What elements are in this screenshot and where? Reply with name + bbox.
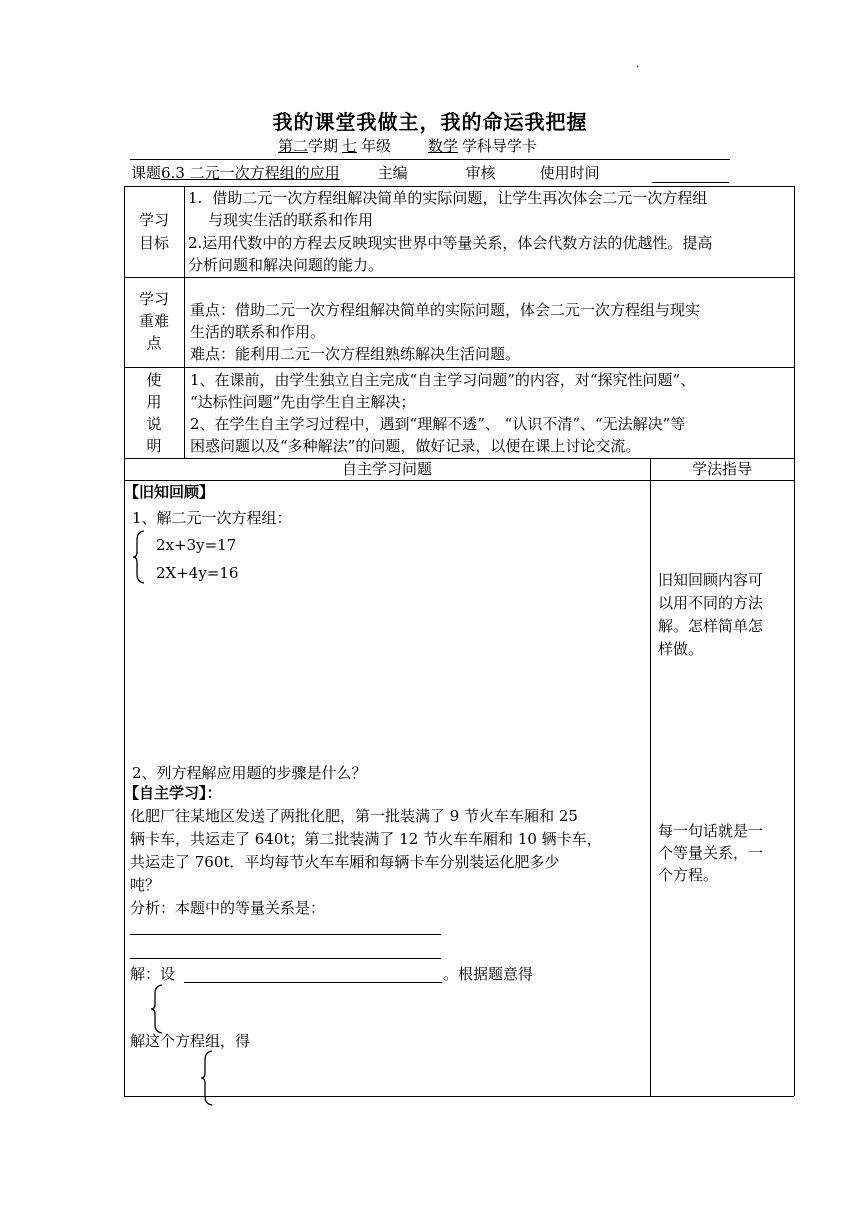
time-blank <box>652 182 729 183</box>
self-study-guide-line3: 个方程。 <box>658 866 719 884</box>
subject-label: 学科导学卡 <box>461 137 537 155</box>
problem-line4: 吨？ <box>130 876 161 894</box>
solution-suffix: 。根据题意得 <box>443 965 534 983</box>
objectives-label-line1: 学习 <box>138 211 169 229</box>
row-divider-4 <box>124 480 794 481</box>
topic-value: 6.3 二元一次方程组的应用 <box>161 164 340 182</box>
review-heading: 【旧知回顾】 <box>124 483 215 501</box>
review-question-2: 2、列方程解应用题的步骤是什么？ <box>132 764 367 782</box>
focus-line1: 重点：借助二元一次方程组解决简单的实际问题，体会二元一次方程组与现实 <box>190 301 701 319</box>
guide-column-divider <box>650 458 651 1096</box>
focus-line2: 生活的联系和作用。 <box>190 323 326 341</box>
editor-label: 主编 <box>377 164 408 182</box>
objectives-label <box>124 210 184 253</box>
solution-prefix: 解：设 <box>130 965 176 983</box>
topic-label: 课题 <box>131 164 162 182</box>
subject-value: 数学 <box>427 137 458 155</box>
usage-line1: 1、在课前，由学生独立自主完成“自主学习问题”的内容，对“探究性问题”、 <box>190 371 696 389</box>
solution-blank <box>184 982 442 983</box>
self-study-heading: 【自主学习】： <box>124 784 222 802</box>
problem-line3: 共运走了 760t．平均每节火车车厢和每辆卡车分别装运化肥多少 <box>130 853 560 871</box>
key-points-label-line2: 重难 <box>138 312 169 330</box>
objective-2-line1: 2.运用代数中的方程去反映现实世界中等量关系，体会代数方法的优越性。提高 <box>188 234 713 252</box>
review-guide-line4: 样做。 <box>658 640 704 658</box>
solve-line: 解这个方程组，得 <box>130 1032 251 1050</box>
page-title: 我的课堂我做主，我的命运我把握 <box>272 110 588 134</box>
usage-label-line4: 明 <box>146 437 162 455</box>
grade-label: 年级 <box>361 137 392 155</box>
header-rule <box>130 159 730 160</box>
review-guide-line1: 旧知回顾内容可 <box>658 571 764 589</box>
analysis-blank-1 <box>130 934 441 935</box>
review-question-1: 1、解二元一次方程组： <box>132 509 292 527</box>
usage-label-line1: 使 <box>146 371 162 389</box>
analysis-line: 分析：本题中的等量关系是： <box>130 899 326 917</box>
objectives-label-line2: 目标 <box>138 234 169 252</box>
semester-label: 学期 <box>308 137 339 155</box>
analysis-blank-2 <box>130 958 441 959</box>
column-header-questions: 自主学习问题 <box>341 460 432 478</box>
corner-dot: · <box>636 60 640 73</box>
usage-line4: 困惑问题以及“多种解法”的问题，做好记录，以便在课上讨论交流。 <box>190 437 641 455</box>
problem-line1: 化肥厂往某地区发送了两批化肥，第一批装满了 9 节火车车厢和 25 <box>130 807 578 825</box>
self-study-guide-line2: 个等量关系，一 <box>658 844 764 862</box>
usage-label-line2: 用 <box>146 393 162 411</box>
semester-value: 第二 <box>278 137 309 155</box>
table-right-border <box>794 186 795 1096</box>
topic-line <box>131 163 600 184</box>
objective-1 <box>188 188 707 209</box>
review-label: 审核 <box>465 164 496 182</box>
equation-brace-1 <box>132 530 146 584</box>
equation-brace-3 <box>200 1050 214 1106</box>
key-points-label-line1: 学习 <box>138 290 169 308</box>
objective-1-number: 1. <box>188 189 203 207</box>
column-header-guide: 学法指导 <box>691 460 752 478</box>
key-points-label <box>124 288 184 354</box>
review-guide-line3: 解。怎样简单怎 <box>658 617 764 635</box>
table-top-border <box>124 186 794 187</box>
subtitle-line <box>256 136 537 157</box>
usage-label <box>124 369 184 457</box>
table-bottom-border <box>124 1096 794 1097</box>
usage-label-line3: 说 <box>146 415 162 433</box>
key-points-label-line3: 点 <box>146 334 162 352</box>
equation-1: 2x+3y=17 <box>156 536 237 554</box>
objective-2-line2: 分析问题和解决问题的能力。 <box>188 256 384 274</box>
objective-1-line1: 借助二元一次方程组解决简单的实际问题，让学生再次体会二元一次方程组 <box>212 189 708 207</box>
problem-line2: 辆卡车，共运走了 640t；第二批装满了 12 节火车车厢和 10 辆卡车， <box>130 830 602 848</box>
self-study-guide-line1: 每一句话就是一 <box>658 822 764 840</box>
difficulty-line: 难点：能利用二元一次方程组熟练解决生活问题。 <box>190 345 521 363</box>
review-guide-line2: 以用不同的方法 <box>658 594 764 612</box>
label-column-divider <box>184 186 185 458</box>
equation-2: 2X+4y=16 <box>156 564 239 582</box>
equation-brace-2 <box>150 984 164 1034</box>
objective-1-line2: 与现实生活的联系和作用 <box>208 211 374 229</box>
time-label: 使用时间 <box>539 164 600 182</box>
row-divider-2 <box>124 367 794 368</box>
row-divider-1 <box>124 277 794 278</box>
self-study-guide <box>658 820 763 886</box>
review-guide <box>658 569 763 661</box>
usage-line2: “达标性问题”先由学生自主解决； <box>190 393 416 411</box>
grade-value: 七 <box>342 137 358 155</box>
usage-line3: 2、在学生自主学习过程中，遇到“理解不透”、 “认识不清”、“无法解决”等 <box>190 415 686 433</box>
